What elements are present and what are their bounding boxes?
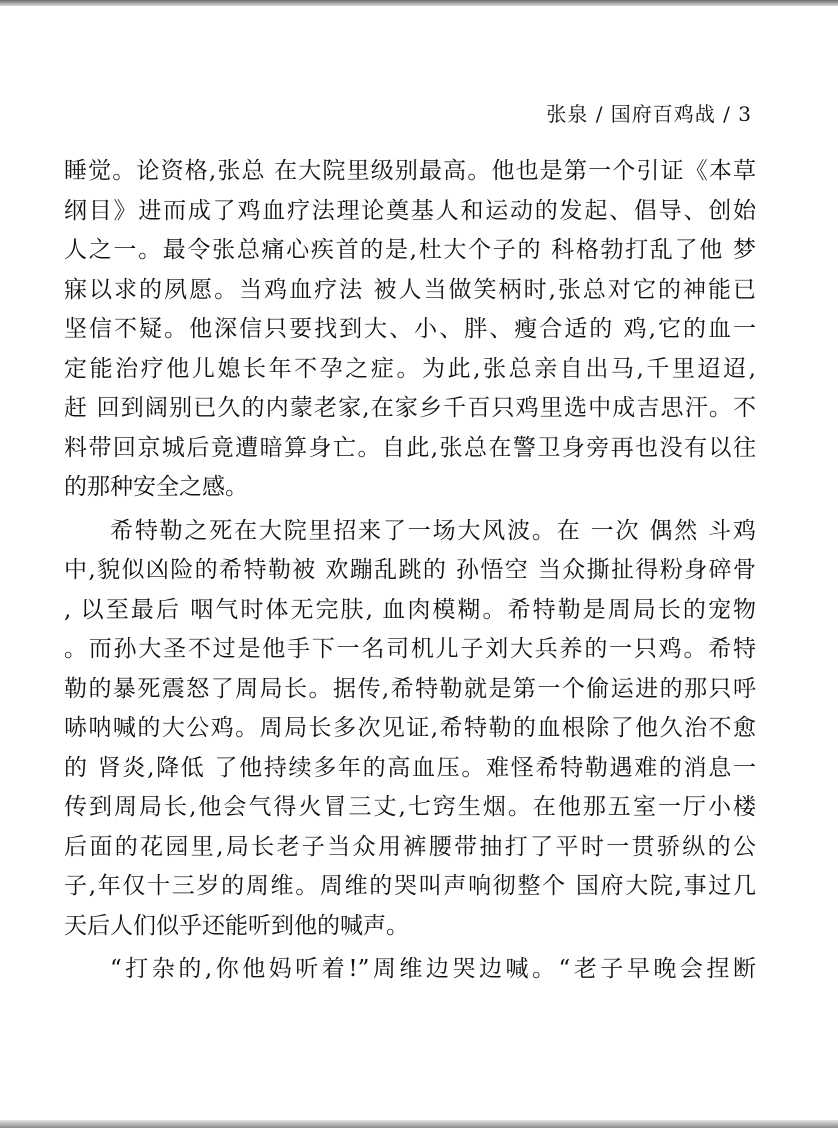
text-line: 子,年仅十三岁的周维。周维的哭叫声响彻整个 国府大院,事过几 (64, 873, 756, 899)
text-line: 的 肾炎,降低 了他持续多年的高血压。难怪希特勒遇难的消息一 (64, 754, 756, 781)
text-line: 料带回京城后竟遭暗算身亡。自此,张总在警卫身旁再也没有以往 (64, 434, 756, 461)
scan-top-edge (0, 0, 838, 6)
text-line: 勒的暴死震怒了周局长。据传,希特勒就是第一个偷运进的那只呼 (64, 675, 756, 702)
text-line: 希特勒之死在大院里招来了一场大风波。在 一次 偶然 斗鸡 (110, 517, 756, 544)
text-line: 坚信不疑。他深信只要找到大、小、胖、瘦合适的 鸡,它的血一 (64, 316, 756, 342)
text-line: 。而孙大圣不过是他手下一名司机儿子刘大兵养的一只鸡。希特 (64, 636, 756, 662)
text-line: 中,貌似凶险的希特勒被 欢蹦乱跳的 孙悟空 当众撕扯得粉身碎骨 (64, 557, 756, 583)
running-head: 张泉 / 国府百鸡战 / 3 (546, 102, 752, 126)
text-line: 传到周局长,他会气得火冒三丈,七窍生烟。在他那五室一厅小楼 (64, 794, 756, 820)
text-line: 人之一。最令张总痛心疾首的是,杜大个子的 科格勃打乱了他 梦 (64, 237, 756, 263)
text-line: 寐以求的夙愿。当鸡血疗法 被人当做笑柄时,张总对它的神能已 (64, 276, 756, 303)
paragraph (64, 512, 756, 947)
text-line: 赶 回到阔别已久的内蒙老家,在家乡千百只鸡里选中成吉思汗。不 (64, 395, 756, 421)
scan-bottom-edge (0, 1120, 838, 1128)
text-line: 后面的花园里,局长老子当众用裤腰带抽打了平时一贯骄纵的公 (64, 833, 756, 860)
paragraph (64, 950, 756, 990)
body-text (64, 152, 756, 990)
text-line: 睡觉。论资格,张总 在大院里级别最高。他也是第一个引证《本草 (64, 158, 756, 184)
text-line: “打杂的,你他妈听着!”周维边哭边喊。“老子早晚会捏断 (110, 956, 756, 982)
paragraph (64, 152, 756, 508)
text-line: 纲目》进而成了鸡血疗法理论奠基人和运动的发起、倡导、创始 (64, 197, 756, 224)
text-line: 天后人们似乎还能听到他的喊声。 (64, 912, 409, 939)
text-line: 的那种安全之感。 (64, 474, 248, 500)
text-line: 定能治疗他儿媳长年不孕之症。为此,张总亲自出马,千里迢迢, (64, 355, 756, 382)
text-line: 哧呐喊的大公鸡。周局长多次见证,希特勒的血根除了他久治不愈 (64, 715, 756, 741)
text-line: , 以至最后 咽气时体无完肤, 血肉模糊。希特勒是周局长的宠物 (64, 596, 756, 623)
